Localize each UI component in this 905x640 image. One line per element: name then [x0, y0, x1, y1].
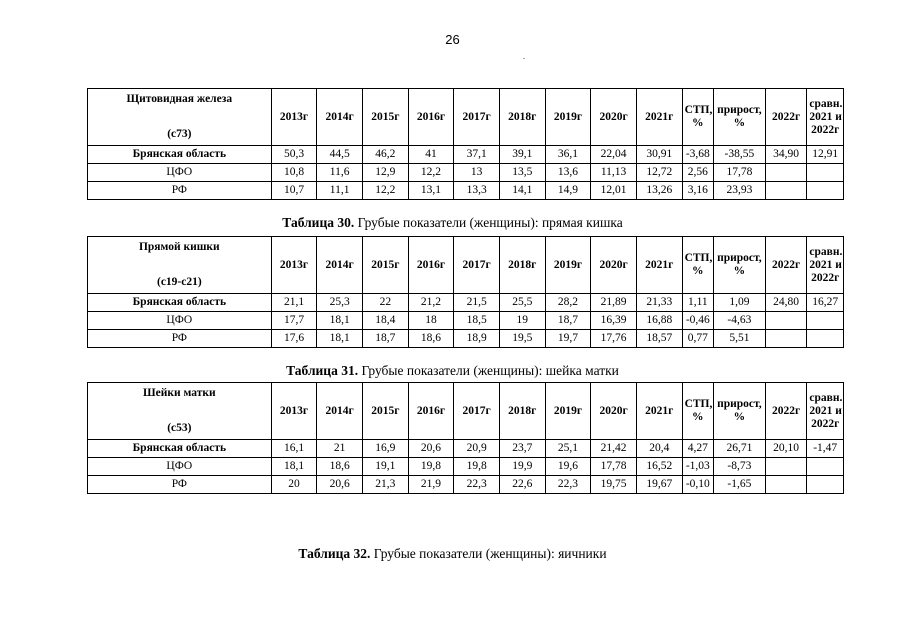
header-year: 2014г — [317, 237, 363, 294]
row-region-name: Брянская область — [88, 294, 272, 312]
data-cell: 25,5 — [499, 294, 545, 312]
data-cell: 37,1 — [454, 146, 500, 164]
header-compare-3: 2022г — [811, 271, 840, 284]
data-cell: 20,9 — [454, 440, 500, 458]
row-region-name: Брянская область — [88, 440, 272, 458]
header-stp — [682, 383, 713, 440]
header-compare — [807, 89, 844, 146]
data-cell: 17,7 — [271, 312, 317, 330]
header-compare-1: сравн. — [809, 245, 843, 258]
header-stp — [682, 89, 713, 146]
data-cell: 28,2 — [545, 294, 591, 312]
data-cell: 20 — [271, 476, 317, 494]
data-cell: 18,1 — [317, 330, 363, 348]
data-cell: 22,6 — [499, 476, 545, 494]
data-cell: 11,6 — [317, 164, 363, 182]
header-growth — [714, 89, 766, 146]
data-cell: 25,3 — [317, 294, 363, 312]
data-cell: 18,1 — [271, 458, 317, 476]
header-year: 2015г — [362, 237, 408, 294]
header-site-code: (с53) — [167, 422, 192, 434]
table-caption — [0, 363, 905, 379]
data-cell: 44,5 — [317, 146, 363, 164]
header-growth-unit: % — [733, 117, 746, 129]
header-compare — [807, 237, 844, 294]
data-cell: 19,9 — [499, 458, 545, 476]
header-year: 2018г — [499, 89, 545, 146]
data-cell: 25,1 — [545, 440, 591, 458]
table-row — [88, 146, 844, 164]
header-region-cell — [88, 237, 272, 294]
header-compare-2: 2021 и — [809, 110, 842, 123]
data-cell — [807, 476, 844, 494]
header-stp-unit: % — [692, 411, 704, 423]
data-cell: 21,5 — [454, 294, 500, 312]
header-year: 2018г — [499, 383, 545, 440]
data-cell: 13 — [454, 164, 500, 182]
header-year: 2018г — [499, 237, 545, 294]
data-cell: 17,6 — [271, 330, 317, 348]
data-cell — [765, 458, 807, 476]
data-cell: 26,71 — [714, 440, 766, 458]
header-stp-label: СТП, — [684, 252, 713, 264]
table-row — [88, 164, 844, 182]
data-cell — [765, 330, 807, 348]
data-cell — [765, 476, 807, 494]
data-cell: 21,1 — [271, 294, 317, 312]
data-cell: 5,51 — [714, 330, 766, 348]
row-region-name: РФ — [88, 476, 272, 494]
header-site-name: Шейки матки — [143, 387, 216, 399]
table-row — [88, 330, 844, 348]
header-stp-label: СТП, — [684, 398, 713, 410]
data-cell — [807, 182, 844, 200]
header-year: 2014г — [317, 89, 363, 146]
data-cell: 13,6 — [545, 164, 591, 182]
header-year: 2021г — [636, 383, 682, 440]
data-cell: 19,6 — [545, 458, 591, 476]
data-cell: -1,65 — [714, 476, 766, 494]
table-row — [88, 312, 844, 330]
data-cell: 18,9 — [454, 330, 500, 348]
header-growth-unit: % — [733, 411, 746, 423]
header-compare-3: 2022г — [811, 123, 840, 136]
data-cell: 19,1 — [362, 458, 408, 476]
header-year: 2019г — [545, 383, 591, 440]
header-year: 2016г — [408, 89, 454, 146]
data-cell: 16,88 — [636, 312, 682, 330]
header-year: 2020г — [591, 237, 637, 294]
data-cell: 19,8 — [408, 458, 454, 476]
header-year: 2016г — [408, 237, 454, 294]
header-year: 2015г — [362, 89, 408, 146]
header-year: 2015г — [362, 383, 408, 440]
data-cell: 16,52 — [636, 458, 682, 476]
data-cell: 22,3 — [545, 476, 591, 494]
data-cell: 18,7 — [545, 312, 591, 330]
data-cell: 18 — [408, 312, 454, 330]
caption-text: Грубые показатели (женщины): прямая кишка — [354, 215, 623, 230]
data-cell: 18,6 — [317, 458, 363, 476]
data-cell: 18,6 — [408, 330, 454, 348]
header-stp-label: СТП, — [684, 104, 713, 116]
data-cell: 13,3 — [454, 182, 500, 200]
data-cell: 12,2 — [408, 164, 454, 182]
data-cell: 17,78 — [714, 164, 766, 182]
data-cell: -4,63 — [714, 312, 766, 330]
header-region-cell — [88, 89, 272, 146]
data-cell: 20,6 — [408, 440, 454, 458]
header-year: 2017г — [454, 89, 500, 146]
header-year: 2019г — [545, 237, 591, 294]
table-row — [88, 294, 844, 312]
data-cell: -0,10 — [682, 476, 713, 494]
data-cell: 1,09 — [714, 294, 766, 312]
header-compare-1: сравн. — [809, 391, 843, 404]
data-cell: 2,56 — [682, 164, 713, 182]
data-cell: 30,91 — [636, 146, 682, 164]
data-cell: 11,13 — [591, 164, 637, 182]
table-caption — [0, 215, 905, 231]
data-cell: 20,6 — [317, 476, 363, 494]
data-cell — [765, 164, 807, 182]
header-year: 2017г — [454, 383, 500, 440]
data-cell — [807, 312, 844, 330]
data-cell: 4,27 — [682, 440, 713, 458]
header-year: 2014г — [317, 383, 363, 440]
header-2022: 2022г — [765, 237, 807, 294]
data-cell: 12,91 — [807, 146, 844, 164]
header-growth-unit: % — [733, 265, 746, 277]
data-table — [87, 88, 844, 200]
data-cell: 21,2 — [408, 294, 454, 312]
data-cell: 46,2 — [362, 146, 408, 164]
data-cell: -1,47 — [807, 440, 844, 458]
data-cell: 12,2 — [362, 182, 408, 200]
caption-text: Грубые показатели (женщины): яичники — [370, 546, 607, 561]
data-cell: 19,7 — [545, 330, 591, 348]
header-site-code: (с73) — [167, 128, 192, 140]
table-header-row — [88, 383, 844, 440]
data-cell: 16,9 — [362, 440, 408, 458]
data-cell: 23,7 — [499, 440, 545, 458]
header-stp — [682, 237, 713, 294]
header-year: 2021г — [636, 237, 682, 294]
header-year: 2017г — [454, 237, 500, 294]
data-cell: 21,42 — [591, 440, 637, 458]
row-region-name: ЦФО — [88, 164, 272, 182]
data-cell: 12,72 — [636, 164, 682, 182]
data-cell: 0,77 — [682, 330, 713, 348]
data-cell: 36,1 — [545, 146, 591, 164]
row-region-name: РФ — [88, 182, 272, 200]
table-row — [88, 440, 844, 458]
header-year: 2016г — [408, 383, 454, 440]
data-table — [87, 382, 844, 494]
header-site-name: Щитовидная железа — [126, 93, 233, 105]
table-row — [88, 182, 844, 200]
data-cell: 19,75 — [591, 476, 637, 494]
header-compare-3: 2022г — [811, 417, 840, 430]
header-compare-2: 2021 и — [809, 258, 842, 271]
header-year: 2020г — [591, 383, 637, 440]
data-cell: 22 — [362, 294, 408, 312]
data-cell — [807, 458, 844, 476]
header-growth-label: прирост, — [717, 398, 762, 410]
data-cell: 21,33 — [636, 294, 682, 312]
data-cell: 18,4 — [362, 312, 408, 330]
data-cell — [765, 312, 807, 330]
data-cell: 14,9 — [545, 182, 591, 200]
data-cell: 3,16 — [682, 182, 713, 200]
data-cell: 18,1 — [317, 312, 363, 330]
row-region-name: Брянская область — [88, 146, 272, 164]
header-growth — [714, 237, 766, 294]
header-compare-1: сравн. — [809, 97, 843, 110]
table-header-row — [88, 89, 844, 146]
header-year: 2013г — [271, 237, 317, 294]
caption-table-32 — [0, 546, 905, 562]
data-cell: 12,9 — [362, 164, 408, 182]
header-stp-unit: % — [692, 265, 704, 277]
data-cell: 23,93 — [714, 182, 766, 200]
table-row — [88, 458, 844, 476]
caption-number: Таблица 31. — [286, 363, 359, 378]
caption-number: Таблица 30. — [282, 215, 355, 230]
data-cell: 21,9 — [408, 476, 454, 494]
data-cell — [807, 330, 844, 348]
data-cell: 22,04 — [591, 146, 637, 164]
data-cell: 39,1 — [499, 146, 545, 164]
data-cell: 21 — [317, 440, 363, 458]
header-compare-2: 2021 и — [809, 404, 842, 417]
data-cell: 24,80 — [765, 294, 807, 312]
header-growth — [714, 383, 766, 440]
data-cell: 16,1 — [271, 440, 317, 458]
data-cell: 19,67 — [636, 476, 682, 494]
data-cell: 14,1 — [499, 182, 545, 200]
header-year: 2020г — [591, 89, 637, 146]
row-region-name: ЦФО — [88, 312, 272, 330]
data-cell: -1,03 — [682, 458, 713, 476]
data-cell: 13,26 — [636, 182, 682, 200]
header-year: 2021г — [636, 89, 682, 146]
header-growth-label: прирост, — [717, 252, 762, 264]
data-cell: 13,1 — [408, 182, 454, 200]
data-cell — [807, 164, 844, 182]
data-cell — [765, 182, 807, 200]
data-cell: 12,01 — [591, 182, 637, 200]
row-region-name: ЦФО — [88, 458, 272, 476]
data-cell: 11,1 — [317, 182, 363, 200]
data-cell: 50,3 — [271, 146, 317, 164]
data-cell: 21,89 — [591, 294, 637, 312]
data-cell: 18,7 — [362, 330, 408, 348]
data-cell: 17,78 — [591, 458, 637, 476]
caption-text: Грубые показатели (женщины): шейка матки — [358, 363, 619, 378]
header-year: 2019г — [545, 89, 591, 146]
data-cell: 21,3 — [362, 476, 408, 494]
data-cell: -3,68 — [682, 146, 713, 164]
data-cell: 34,90 — [765, 146, 807, 164]
page-number: 26 — [445, 32, 460, 47]
data-cell: -8,73 — [714, 458, 766, 476]
header-growth-label: прирост, — [717, 104, 762, 116]
data-cell: 16,27 — [807, 294, 844, 312]
data-cell: 16,39 — [591, 312, 637, 330]
data-table — [87, 236, 844, 348]
data-cell: 10,7 — [271, 182, 317, 200]
data-cell: 22,3 — [454, 476, 500, 494]
header-site-code: (с19-с21) — [156, 276, 202, 288]
data-cell: 41 — [408, 146, 454, 164]
row-region-name: РФ — [88, 330, 272, 348]
data-cell: 17,76 — [591, 330, 637, 348]
data-cell: 19,8 — [454, 458, 500, 476]
table-header-row — [88, 237, 844, 294]
header-year: 2013г — [271, 89, 317, 146]
data-cell: 20,4 — [636, 440, 682, 458]
page-dot: . — [523, 52, 525, 61]
data-cell: 19,5 — [499, 330, 545, 348]
header-2022: 2022г — [765, 383, 807, 440]
caption-number: Таблица 32. — [298, 546, 371, 561]
data-cell: -0,46 — [682, 312, 713, 330]
header-compare — [807, 383, 844, 440]
header-2022: 2022г — [765, 89, 807, 146]
data-cell: -38,55 — [714, 146, 766, 164]
header-region-cell — [88, 383, 272, 440]
header-stp-unit: % — [692, 117, 704, 129]
data-cell: 18,57 — [636, 330, 682, 348]
data-cell: 1,11 — [682, 294, 713, 312]
data-cell: 13,5 — [499, 164, 545, 182]
data-cell: 19 — [499, 312, 545, 330]
table-row — [88, 476, 844, 494]
data-cell: 20,10 — [765, 440, 807, 458]
header-year: 2013г — [271, 383, 317, 440]
data-cell: 10,8 — [271, 164, 317, 182]
header-site-name: Прямой кишки — [138, 241, 220, 253]
data-cell: 18,5 — [454, 312, 500, 330]
